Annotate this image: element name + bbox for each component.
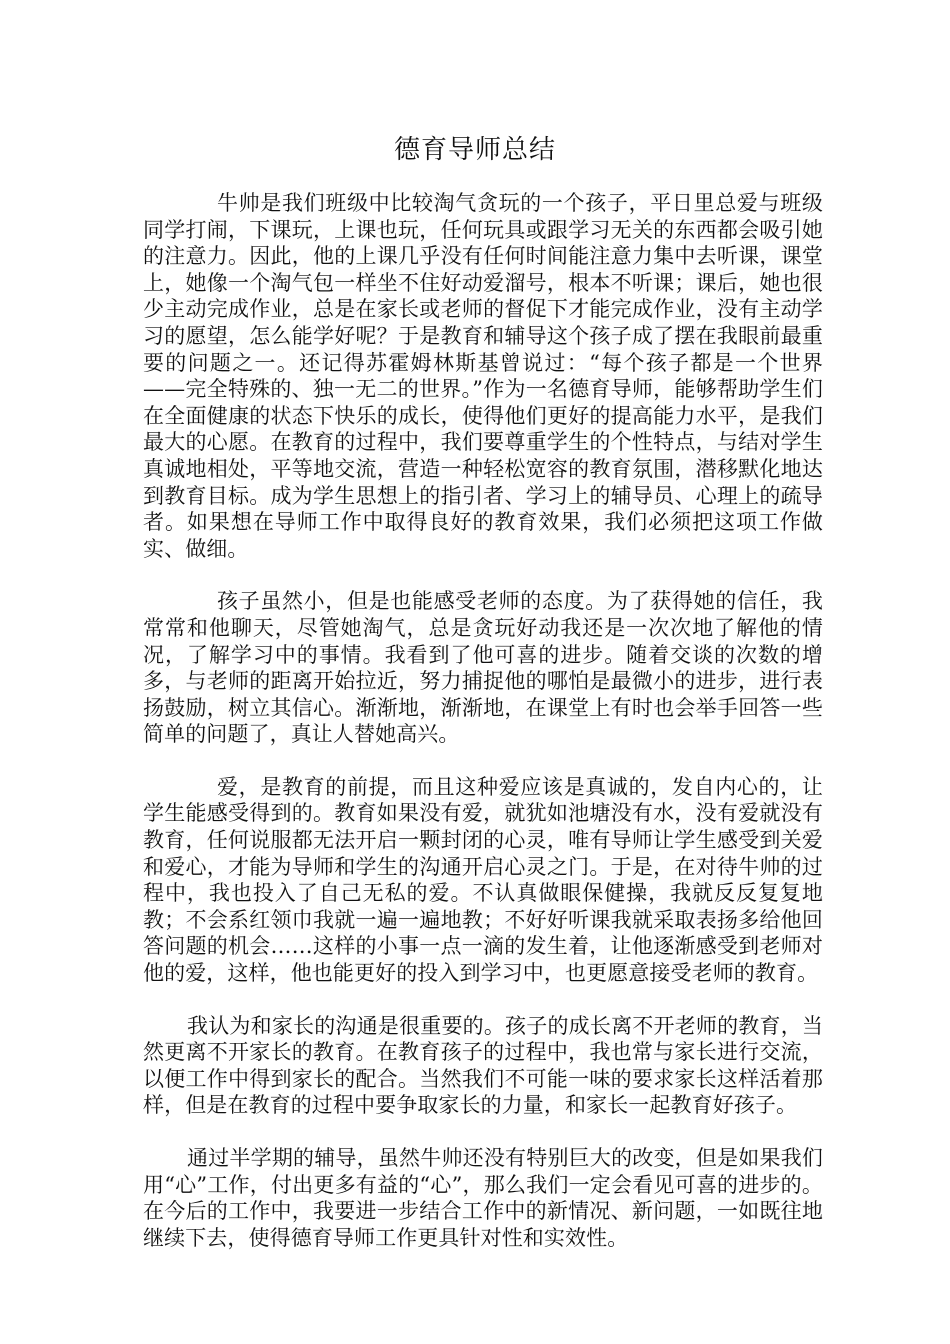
paragraph-3: 爱，是教育的前提，而且这种爱应该是真诚的，发自内心的，让学生能感受得到的。教育如果没有爱，就犹如池塘没有水，没有爱就没有教育，任何说服都无法开启一颗封闭的心灵，唯有导师让学生感受到关爱和爱心，才能为导师和学生的沟通开启心灵之门。于是，在对待牛帅的过程中，我也投入了自己无私的爱。不认真做眼保健操，我就反反复复地教；不会系红领巾我就一遍一遍地教；不好好听课我就采取表扬多给他回答问题的机会……这样的小事一点一滴的发生着，让他逐渐感受到老师对他的爱，这样，他也能更好的投入到学习中，也更愿意接受老师的教育。 — [143, 774, 823, 986]
document-title: 德育导师总结 — [393, 135, 556, 165]
paragraph-4: 我认为和家长的沟通是很重要的。孩子的成长离不开老师的教育，当然更离不开家长的教育。在教育孩子的过程中，我也常与家长进行交流，以便工作中得到家长的配合。当然我们不可能一味的要求家长这样活着那样，但是在教育的过程中要争取家长的力量，和家长一起教育好孩子。 — [143, 1013, 823, 1118]
paragraph-5: 通过半学期的辅导，虽然牛帅还没有特别巨大的改变，但是如果我们用“心”工作，付出更多有益的“心”，那么我们一定会看见可喜的进步的。在今后的工作中，我要进一步结合工作中的新情况、新问题，一如既往地继续下去，使得德育导师工作更具针对性和实效性。 — [143, 1146, 823, 1250]
paragraph-1: 牛帅是我们班级中比较淘气贪玩的一个孩子，平日里总爱与班级同学打闹，下课玩，上课也玩，任何玩具或跟学习无关的东西都会吸引她的注意力。因此，他的上课几乎没有任何时间能注意力集中去听课，课堂上，她像一个淘气包一样坐不住好动爱溜号，根本不听课；课后，她也很少主动完成作业，总是在家长或老师的督促下才能完成作业，没有主动学习的愿望，怎么能学好呢？于是教育和辅导这个孩子成了摆在我眼前最重要的问题之一。还记得苏霍姆林斯基曾说过：“每个孩子都是一个世界——完全特殊的、独一无二的世界。”作为一名德育导师，能够帮助学生们在全面健康的状态下快乐的成长，使得他们更好的提高能力水平，是我们最大的心愿。在教育的过程中，我们要尊重学生的个性特点，与结对学生真诚地相处，平等地交流，营造一种轻松宽容的教育氛围，潜移默化地达到教育目标。成为学生思想上的指引者、学习上的辅导员、心理上的疏导者。如果想在导师工作中取得良好的教育效果，我们必须把这项工作做实、做细。 — [143, 191, 823, 561]
document-body — [143, 190, 823, 1251]
paragraph-2: 孩子虽然小，但是也能感受老师的态度。为了获得她的信任，我常常和他聊天，尽管她淘气，总是贪玩好动我还是一次次地了解他的情况，了解学习中的事情。我看到了他可喜的进步。随着交谈的次数的增多，与老师的距离开始拉近，努力捕捉他的哪怕是最微小的进步，进行表扬鼓励，树立其信心。渐渐地，渐渐地，在课堂上有时也会举手回答一些简单的问题了，真让人替她高兴。 — [143, 589, 823, 747]
paragraph-spacer — [143, 562, 823, 588]
paragraph-spacer — [143, 748, 823, 774]
paragraph-spacer — [143, 987, 823, 1013]
paragraph-spacer — [143, 1119, 823, 1145]
